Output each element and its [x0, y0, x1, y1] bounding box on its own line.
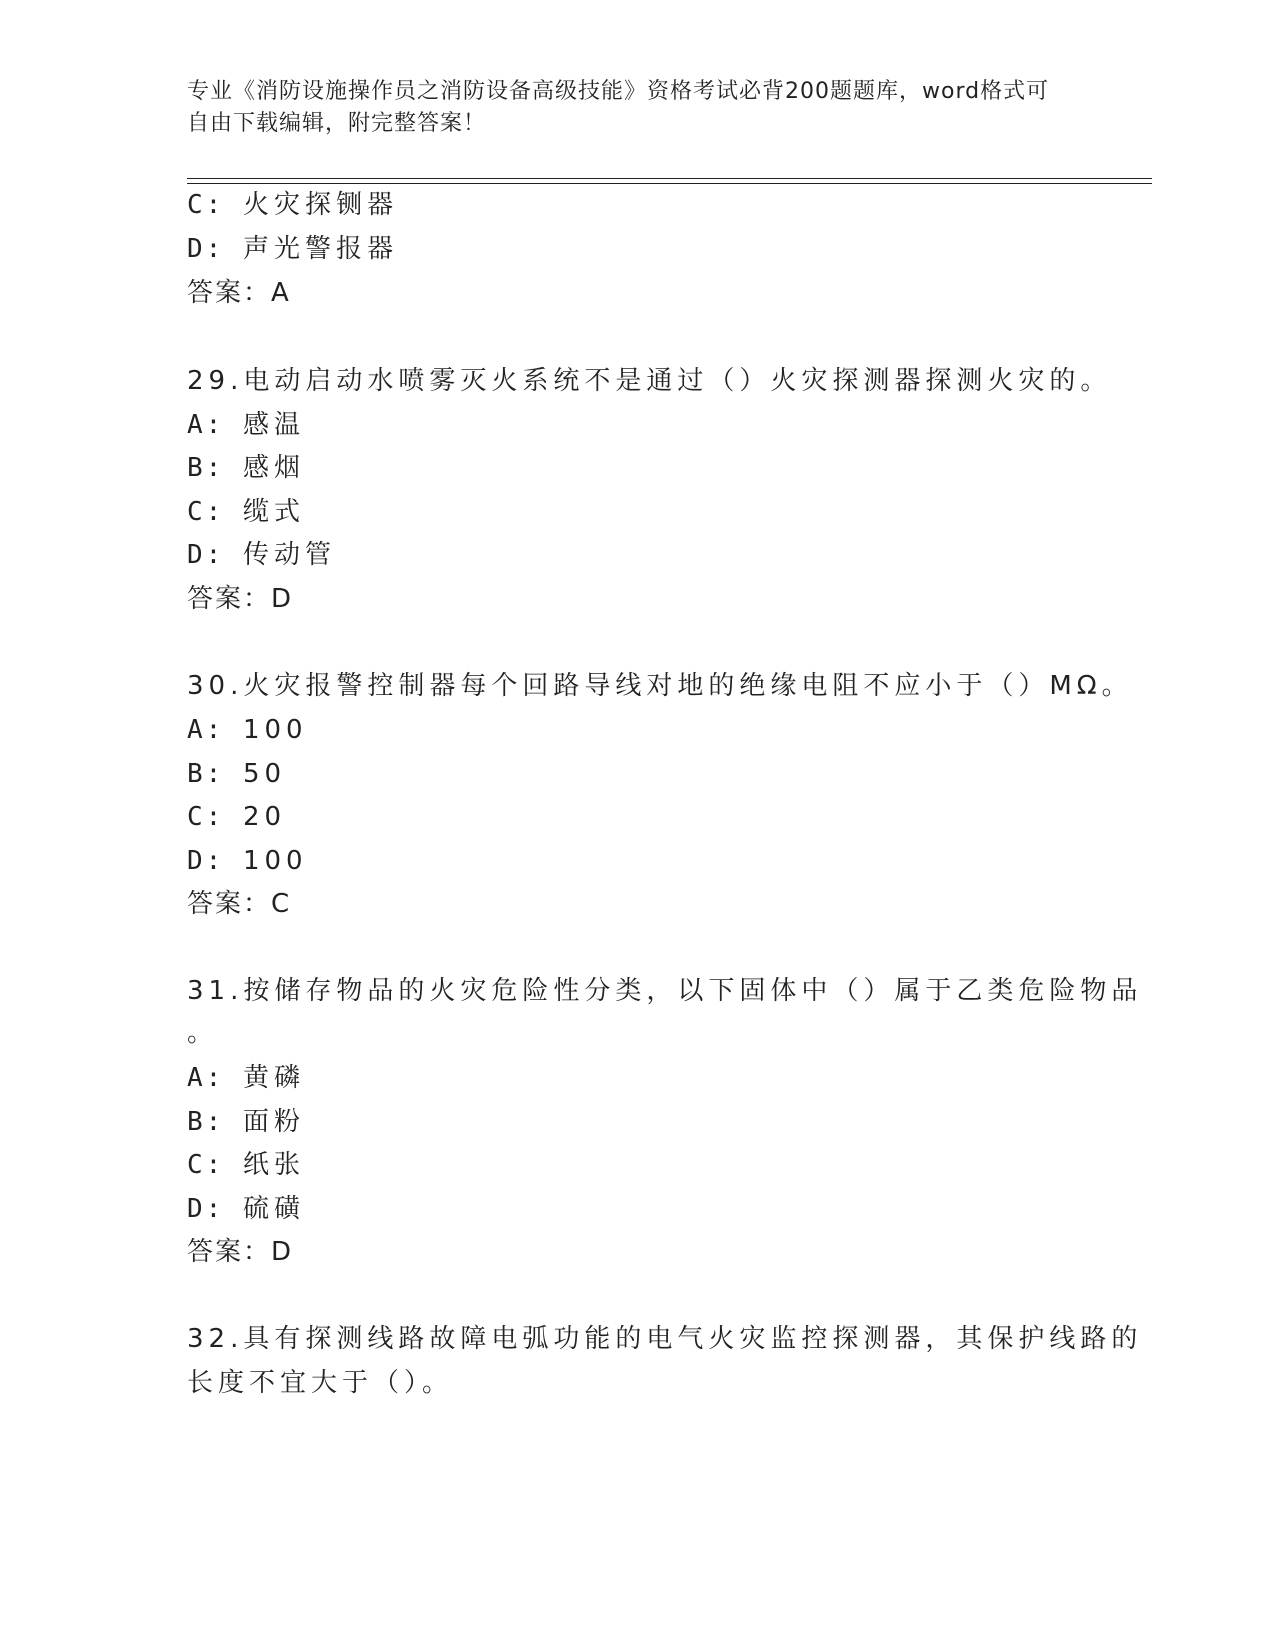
option-key: D:	[187, 540, 225, 570]
stem-text: 31.按储存物品的火灾危险性分类，以下固体中（）属于乙类危险物品	[187, 976, 1143, 1006]
option-b	[187, 758, 286, 790]
option-key: A:	[187, 715, 225, 745]
option-key: B:	[187, 759, 225, 789]
option-text: 100	[242, 715, 308, 745]
question-stem	[187, 365, 1111, 397]
option-text: 感温	[242, 410, 305, 440]
stem-text: 32.具有探测线路故障电弧功能的电气火灾监控探测器，其保护线路的	[187, 1324, 1143, 1354]
option-text: 100	[242, 846, 308, 876]
option-key: B:	[187, 1107, 225, 1137]
header-divider-top	[187, 178, 1152, 179]
question-stem	[187, 670, 1133, 702]
option-key: D:	[187, 1194, 225, 1224]
header-divider-bottom	[187, 183, 1152, 184]
question-stem-continued	[187, 1017, 218, 1049]
option-b	[187, 1106, 305, 1138]
option-text: 感烟	[242, 453, 305, 483]
option-text: 50	[242, 759, 287, 789]
question-stem	[187, 975, 1142, 1007]
option-d	[187, 1193, 305, 1225]
stem-text: 29.电动启动水喷雾灭火系统不是通过（）火灾探测器探测火灾的。	[187, 366, 1112, 396]
option-c	[187, 1149, 305, 1181]
option-key: C:	[187, 1150, 225, 1180]
document-header: 专业《消防设施操作员之消防设备高级技能》资格考试必背200题题库，word格式可自由下载编辑，附完整答案！	[187, 79, 1050, 136]
stem-text: 。	[187, 1018, 219, 1048]
option-a	[187, 714, 308, 746]
option-key: C:	[187, 497, 225, 527]
option-key: D:	[187, 846, 225, 876]
question-stem	[187, 1323, 1142, 1355]
option-text: 传动管	[242, 540, 336, 570]
option-key: C:	[187, 190, 225, 220]
answer-line: 答案：D	[187, 1237, 294, 1267]
option-key: A:	[187, 1063, 225, 1093]
option-key: C:	[187, 802, 225, 832]
option-b	[187, 452, 305, 484]
option-text: 硫磺	[242, 1194, 305, 1224]
stem-text: 长度不宜大于（）。	[187, 1368, 454, 1398]
option-key: A:	[187, 410, 225, 440]
option-d	[187, 845, 308, 877]
option-key: B:	[187, 453, 225, 483]
option-text: 纸张	[242, 1150, 305, 1180]
answer-line: 答案：A	[187, 278, 291, 308]
option-d	[187, 539, 336, 571]
option-key: D:	[187, 234, 225, 264]
stem-text: 30.火灾报警控制器每个回路导线对地的绝缘电阻不应小于（）MΩ。	[187, 671, 1133, 701]
option-c	[187, 801, 286, 833]
option-c	[187, 189, 398, 221]
option-text: 黄磷	[242, 1063, 305, 1093]
option-text: 缆式	[242, 497, 305, 527]
option-text: 火灾探铡器	[242, 190, 398, 220]
option-a	[187, 1062, 305, 1094]
answer-line: 答案：D	[187, 584, 294, 614]
answer-line: 答案：C	[187, 889, 292, 919]
option-a	[187, 409, 305, 441]
option-text: 声光警报器	[242, 234, 398, 264]
question-stem-continued	[187, 1367, 453, 1399]
option-c	[187, 496, 305, 528]
option-text: 面粉	[242, 1107, 305, 1137]
option-d	[187, 233, 398, 265]
option-text: 20	[242, 802, 287, 832]
